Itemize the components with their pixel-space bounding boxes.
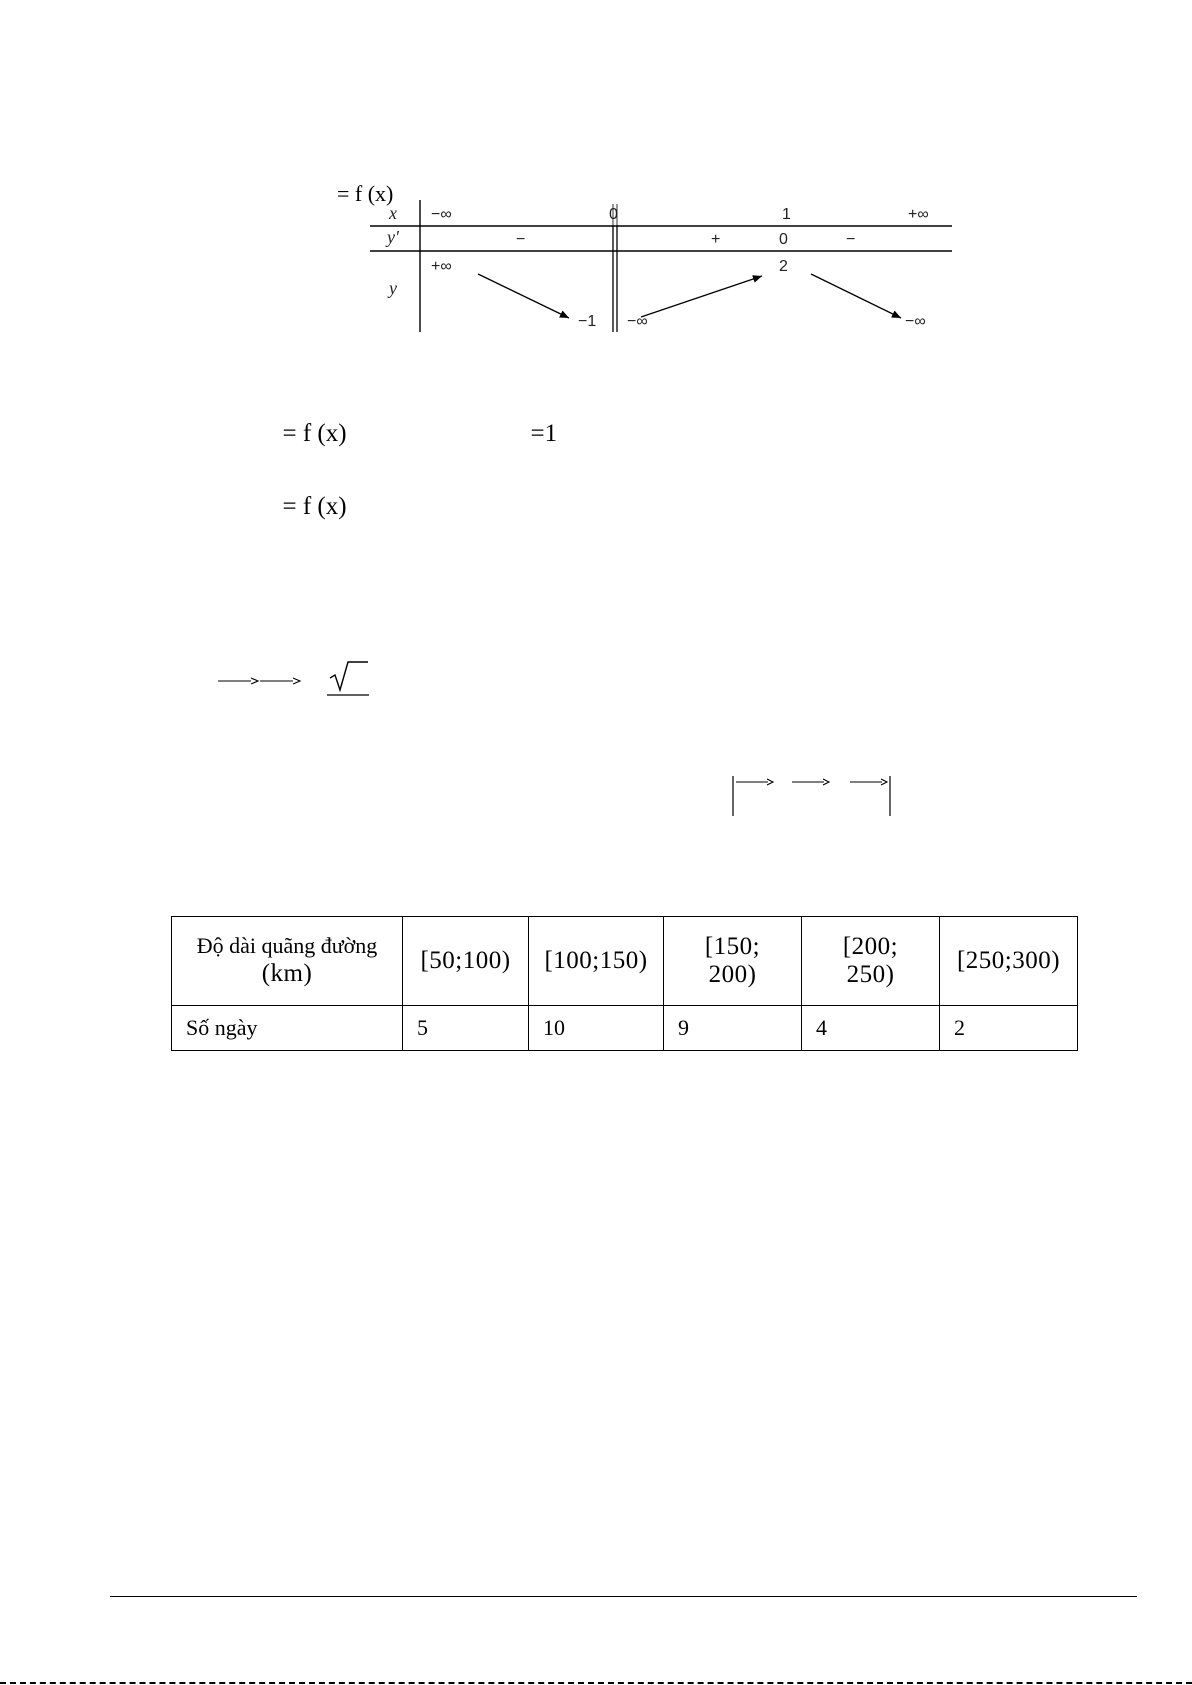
y-value: −∞ — [627, 313, 648, 330]
page-bottom-dashed-border — [0, 1682, 1192, 1684]
interval-cell: [150; 200) — [664, 917, 802, 1006]
x-value: +∞ — [908, 206, 929, 223]
table-row — [172, 1006, 1078, 1051]
row-label-y-prime: y′ — [387, 227, 399, 247]
x-value: 0 — [609, 206, 618, 223]
y-value: −1 — [578, 313, 597, 330]
count-cell: 10 — [529, 1006, 664, 1051]
header-unit: (km) — [261, 960, 313, 988]
interval-cell: [100;150) — [529, 917, 664, 1006]
row-label: Số ngày — [172, 1006, 403, 1051]
equation-value: =1 — [530, 420, 558, 447]
count-cell: 4 — [802, 1006, 940, 1051]
increasing-arrow — [641, 276, 762, 317]
y-prime-sign: − — [846, 231, 856, 248]
interval-cell: [200; 250) — [802, 917, 940, 1006]
x-value: −∞ — [431, 206, 452, 223]
interval-cell: [250;300) — [940, 917, 1078, 1006]
y-prime-sign: + — [711, 231, 721, 248]
count-cell: 9 — [664, 1006, 802, 1051]
table-header-row — [172, 917, 1078, 1006]
header-label-cell — [172, 917, 403, 1006]
y-prime-sign: − — [516, 231, 526, 248]
y-value: +∞ — [431, 258, 452, 275]
frequency-table — [171, 916, 1078, 1051]
function-label-line1 — [270, 392, 347, 448]
y-prime-sign: 0 — [779, 231, 788, 248]
row-label-y: y — [389, 278, 397, 298]
function-expression: = f (x) — [282, 420, 347, 447]
footer-divider — [110, 1596, 1137, 1597]
decreasing-arrow — [478, 274, 569, 318]
decreasing-arrow — [811, 274, 901, 318]
function-expression: = f (x) — [337, 181, 394, 206]
vector-magnitude-fragment — [726, 772, 896, 818]
variation-table — [370, 200, 955, 335]
variation-table-grid — [370, 200, 952, 332]
y-value: −∞ — [905, 313, 926, 330]
interval-cell: [50;100) — [403, 917, 529, 1006]
count-cell: 5 — [403, 1006, 529, 1051]
x-value: 1 — [782, 206, 791, 223]
row-label-x: x — [389, 203, 397, 223]
header-label: Độ dài quãng đường — [196, 932, 378, 958]
sqrt-icon — [330, 662, 368, 690]
function-expression: = f (x) — [282, 493, 347, 520]
count-cell: 2 — [940, 1006, 1078, 1051]
function-label-line2 — [270, 465, 347, 521]
y-value: 2 — [779, 258, 788, 275]
vector-arrows-fragment — [214, 658, 374, 698]
